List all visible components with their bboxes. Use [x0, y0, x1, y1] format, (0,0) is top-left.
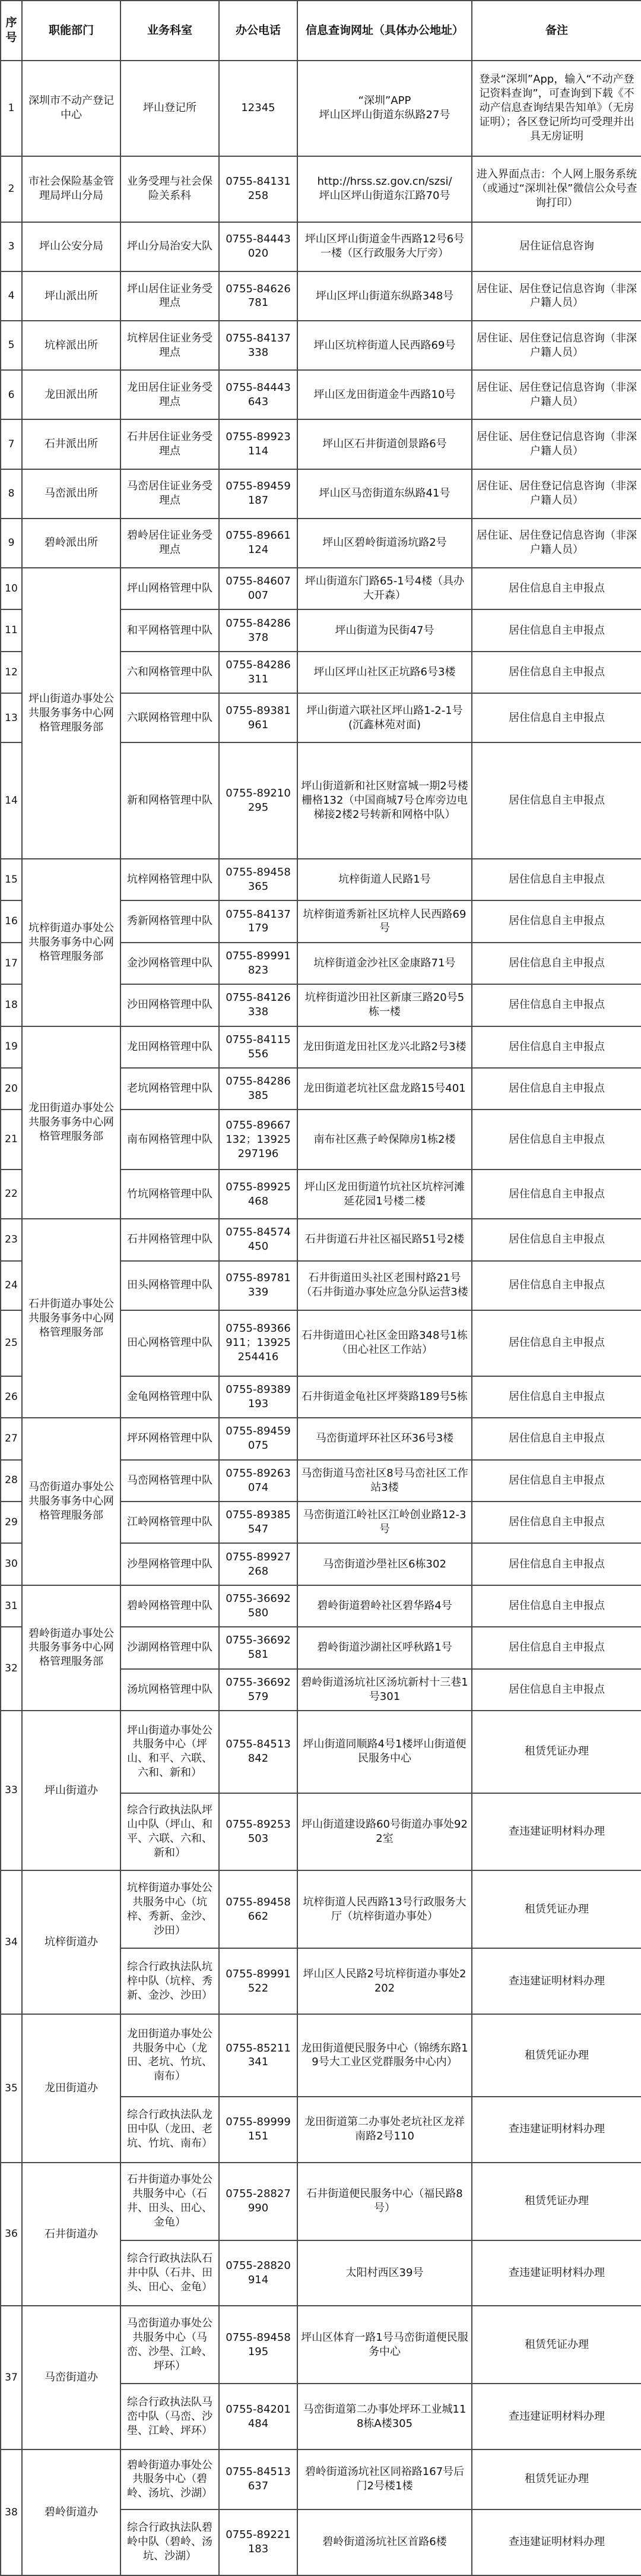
cell-note: 居住信息自主申报点 [472, 1460, 641, 1502]
cell-note: 居住信息自主申报点 [472, 742, 641, 858]
cell-phone: 0755-84626781 [219, 271, 297, 321]
cell-address: 碧岭街道汤坑社区首路6楼 [297, 2509, 472, 2575]
cell-office: 六和网格管理中队 [120, 652, 219, 693]
cell-address: 坪山街道六联社区坪山路1-2-1号(沉鑫林苑对面) [297, 693, 472, 742]
cell-seq: 24 [1, 1261, 22, 1310]
cell-phone: 0755-84607007 [219, 568, 297, 609]
cell-office: 综合行政执法队马峦中队（马峦、沙壆、江岭、坪环） [120, 2384, 219, 2449]
cell-seq: 13 [1, 693, 22, 742]
cell-phone: 0755-84137179 [219, 900, 297, 942]
cell-phone: 0755-89263074 [219, 1460, 297, 1502]
cell-address: 石井街道便民服务中心（福民路8号） [297, 2163, 472, 2240]
cell-note: 登录“深圳”App，输入“不动产登记资料查询”，可查询到下载《不动产信息查询结果告知单》（无房证明）；各区登记所均可受理并出具无房证明 [472, 61, 641, 156]
cell-office: 沙田网格管理中队 [120, 984, 219, 1026]
table-row [1, 469, 641, 519]
cell-note: 查违建证明材料办理 [472, 2384, 641, 2449]
cell-office: 坑梓网格管理中队 [120, 859, 219, 900]
cell-phone: 0755-89381961 [219, 693, 297, 742]
cell-seq: 34 [1, 1870, 22, 2014]
cell-note: 居住信息自主申报点 [472, 1543, 641, 1585]
cell-address: 坪山区坪山社区正坑路6号3楼 [297, 652, 472, 693]
cell-office: 坪环网格管理中队 [120, 1418, 219, 1459]
cell-address: 碧岭街道汤坑社区同裕路167号后门2号楼1楼 [297, 2449, 472, 2509]
cell-department: 马峦派出所 [22, 469, 120, 519]
cell-address: 石井街道石井社区福民路51号2楼 [297, 1219, 472, 1260]
cell-office: 坪山街道办事处公共服务中心（坪山、和平、六联、六和、新和） [120, 1711, 219, 1793]
cell-address: 石井街道田心社区金田路348号1栋（田心社区工作站） [297, 1310, 472, 1376]
cell-phone: 0755-89385547 [219, 1502, 297, 1543]
table-row [1, 1026, 641, 1068]
cell-note: 居住信息自主申报点 [472, 1585, 641, 1627]
cell-phone: 0755-89667132；13925297196 [219, 1110, 297, 1170]
cell-seq: 2 [1, 156, 22, 222]
cell-phone: 0755-89366911；13925254416 [219, 1310, 297, 1376]
cell-address: 坪山区碧岭街道汤坑路2号 [297, 519, 472, 568]
cell-seq: 6 [1, 370, 22, 419]
cell-note: 居住证、居住登记信息咨询（非深户籍人员） [472, 321, 641, 370]
cell-address: 碧岭街道汤坑社区汤坑新村十三巷1号301 [297, 1669, 472, 1711]
cell-note: 居住证、居住登记信息咨询（非深户籍人员） [472, 469, 641, 519]
cell-office: 竹坑网格管理中队 [120, 1170, 219, 1219]
cell-phone: 0755-89389193 [219, 1376, 297, 1418]
cell-department: 坑梓街道办 [22, 1870, 120, 2014]
cell-department: 深圳市不动产登记中心 [22, 61, 120, 156]
cell-office: 金沙网格管理中队 [120, 943, 219, 984]
cell-note: 进入界面点击：个人网上服务系统（或通过“深圳社保”微信公众号查询打印） [472, 156, 641, 222]
cell-phone: 0755-84574450 [219, 1219, 297, 1260]
header-phone: 办公电话 [219, 1, 297, 61]
cell-seq: 14 [1, 742, 22, 858]
cell-address: 坪山街道为民街47号 [297, 609, 472, 651]
cell-seq: 7 [1, 419, 22, 469]
table-row [1, 1219, 641, 1260]
cell-department: 市社会保险基金管理局坪山分局 [22, 156, 120, 222]
cell-address: 龙田街道老坑社区盘龙路15号401 [297, 1068, 472, 1110]
cell-phone: 0755-84513637 [219, 2449, 297, 2509]
cell-phone: 0755-89458365 [219, 859, 297, 900]
table-row [1, 370, 641, 419]
header-department: 职能部门 [22, 1, 120, 61]
cell-office: 石井网格管理中队 [120, 1219, 219, 1260]
cell-phone: 0755-89781339 [219, 1261, 297, 1310]
cell-office: 石井居住证业务受理点 [120, 419, 219, 469]
cell-seq: 36 [1, 2163, 22, 2306]
cell-note: 居住信息自主申报点 [472, 1110, 641, 1170]
cell-office: 坪山登记所 [120, 61, 219, 156]
cell-seq: 16 [1, 900, 22, 942]
cell-seq: 22 [1, 1170, 22, 1219]
cell-note: 居住信息自主申报点 [472, 652, 641, 693]
table-row [1, 1418, 641, 1459]
cell-address: 马峦街道第二办事处坪环工业城118栋A楼305 [297, 2384, 472, 2449]
cell-phone: 0755-89991522 [219, 1948, 297, 2014]
cell-office: 龙田街道办事处公共服务中心（龙田、老坑、竹坑、南布） [120, 2014, 219, 2097]
cell-office: 金龟网格管理中队 [120, 1376, 219, 1418]
cell-note: 居住信息自主申报点 [472, 693, 641, 742]
cell-seq: 27 [1, 1418, 22, 1459]
cell-office: 南布网格管理中队 [120, 1110, 219, 1170]
cell-seq: 15 [1, 859, 22, 900]
cell-address: 马峦街道坪环社区环36号3楼 [297, 1418, 472, 1459]
cell-phone: 0755-84137338 [219, 321, 297, 370]
table-row [1, 1870, 641, 1948]
cell-department: 坪山街道办事处公共服务事务中心网格管理服务部 [22, 568, 120, 859]
cell-office: 坑梓居住证业务受理点 [120, 321, 219, 370]
cell-seq: 18 [1, 984, 22, 1026]
cell-note: 居住证、居住登记信息咨询（非深户籍人员） [472, 370, 641, 419]
cell-phone: 0755-89458662 [219, 1870, 297, 1948]
cell-seq: 5 [1, 321, 22, 370]
cell-note: 居住信息自主申报点 [472, 859, 641, 900]
cell-phone: 0755-89999151 [219, 2097, 297, 2163]
cell-office: 龙田网格管理中队 [120, 1026, 219, 1068]
cell-note: 租赁凭证办理 [472, 2306, 641, 2384]
cell-seq: 37 [1, 2306, 22, 2449]
cell-phone: 0755-84286385 [219, 1068, 297, 1110]
cell-phone: 0755-28820914 [219, 2240, 297, 2306]
cell-phone: 0755-89458195 [219, 2306, 297, 2384]
cell-note: 居住信息自主申报点 [472, 1261, 641, 1310]
table-row [1, 2014, 641, 2097]
cell-phone: 0755-84443020 [219, 222, 297, 271]
cell-address: 龙田街道第二办事处老坑社区龙祥南路2号110 [297, 2097, 472, 2163]
cell-seq: 21 [1, 1110, 22, 1170]
cell-note: 居住信息自主申报点 [472, 1376, 641, 1418]
cell-office: 马峦居住证业务受理点 [120, 469, 219, 519]
cell-department: 龙田街道办事处公共服务事务中心网格管理服务部 [22, 1026, 120, 1219]
cell-phone: 0755-84126338 [219, 984, 297, 1026]
cell-seq: 26 [1, 1376, 22, 1418]
cell-seq: 30 [1, 1543, 22, 1585]
cell-department: 碧岭派出所 [22, 519, 120, 568]
cell-phone: 12345 [219, 61, 297, 156]
cell-address: 石井街道金龟社区坪葵路189号5栋 [297, 1376, 472, 1418]
header-row [1, 1, 641, 61]
cell-office: 六联网格管理中队 [120, 693, 219, 742]
table-row [1, 2449, 641, 2509]
cell-address: 碧岭街道碧岭社区碧华路4号 [297, 1585, 472, 1627]
cell-phone: 0755-28827990 [219, 2163, 297, 2240]
cell-note: 居住信息自主申报点 [472, 900, 641, 942]
cell-note: 租赁凭证办理 [472, 1711, 641, 1793]
cell-address: 马峦街道江岭社区江岭创业路12-3号 [297, 1502, 472, 1543]
cell-office: 坑梓街道办事处公共服务中心（坑梓、秀新、金沙、沙田） [120, 1870, 219, 1948]
cell-address: 坑梓街道秀新社区坑梓人民西路69号 [297, 900, 472, 942]
cell-phone: 0755-84115556 [219, 1026, 297, 1068]
cell-phone: 0755-36692581 [219, 1627, 297, 1668]
cell-office: 石井街道办事处公共服务中心（石井、田头、田心、金龟） [120, 2163, 219, 2240]
cell-address: http://hrss.sz.gov.cn/szsi/ 坪山区坪山街道东江路70号 [297, 156, 472, 222]
cell-note: 居住信息自主申报点 [472, 943, 641, 984]
table-row [1, 321, 641, 370]
cell-department: 坑梓街道办事处公共服务事务中心网格管理服务部 [22, 859, 120, 1026]
table-row [1, 222, 641, 271]
cell-address: 坪山街道新和社区财富城一期2号楼栅格132（中国商城7号仓库旁边电梯接2楼2号转新和网格中队） [297, 742, 472, 858]
cell-note: 居住证、居住登记信息咨询（非深户籍人员） [472, 271, 641, 321]
cell-seq: 19 [1, 1026, 22, 1068]
cell-address: 石井街道田头社区老围村路21号（石井街道办事处应急分队运营3楼 [297, 1261, 472, 1310]
cell-department: 坪山派出所 [22, 271, 120, 321]
table-row [1, 1585, 641, 1627]
cell-office: 综合行政执法队坪山中队（坪山、和平、六联、六和、新和） [120, 1793, 219, 1871]
cell-department: 马峦街道办 [22, 2306, 120, 2449]
cell-department: 龙田街道办 [22, 2014, 120, 2163]
cell-seq: 35 [1, 2014, 22, 2163]
cell-note: 居住信息自主申报点 [472, 1170, 641, 1219]
cell-note: 居住信息自主申报点 [472, 568, 641, 609]
cell-seq: 8 [1, 469, 22, 519]
cell-office: 汤坑网格管理中队 [120, 1669, 219, 1711]
cell-note: 居住信息自主申报点 [472, 1669, 641, 1711]
cell-office: 田头网格管理中队 [120, 1261, 219, 1310]
cell-seq: 4 [1, 271, 22, 321]
cell-seq: 20 [1, 1068, 22, 1110]
cell-seq: 32 [1, 1627, 22, 1711]
cell-department: 石井派出所 [22, 419, 120, 469]
cell-department: 碧岭街道办事处公共服务事务中心网格管理服务部 [22, 1585, 120, 1711]
cell-address: 坪山街道东门路65-1号4楼（具办大开森） [297, 568, 472, 609]
cell-address: 坪山区坑梓街道人民西路69号 [297, 321, 472, 370]
cell-seq: 28 [1, 1460, 22, 1502]
cell-office: 坪山网格管理中队 [120, 568, 219, 609]
cell-seq: 31 [1, 1585, 22, 1627]
cell-phone: 0755-84513842 [219, 1711, 297, 1793]
cell-seq: 17 [1, 943, 22, 984]
cell-note: 居住证信息咨询 [472, 222, 641, 271]
cell-office: 龙田居住证业务受理点 [120, 370, 219, 419]
cell-office: 坪山居住证业务受理点 [120, 271, 219, 321]
cell-address: 坑梓街道金沙社区金康路71号 [297, 943, 472, 984]
cell-office: 江岭网格管理中队 [120, 1502, 219, 1543]
cell-office: 老坑网格管理中队 [120, 1068, 219, 1110]
cell-phone: 0755-84201484 [219, 2384, 297, 2449]
cell-address: 坑梓街道沙田社区新康三路20号5栋一楼 [297, 984, 472, 1026]
table-row [1, 1711, 641, 1793]
cell-address: 坪山区石井街道创景路6号 [297, 419, 472, 469]
cell-note: 居住信息自主申报点 [472, 984, 641, 1026]
cell-note: 居住信息自主申报点 [472, 1502, 641, 1543]
cell-address: 坑梓街道人民路1号 [297, 859, 472, 900]
cell-phone: 0755-85211341 [219, 2014, 297, 2097]
cell-department: 马峦街道办事处公共服务事务中心网格管理服务部 [22, 1418, 120, 1585]
cell-phone: 0755-89459187 [219, 469, 297, 519]
cell-phone: 0755-84131258 [219, 156, 297, 222]
cell-note: 查违建证明材料办理 [472, 1793, 641, 1871]
cell-office: 田心网格管理中队 [120, 1310, 219, 1376]
cell-office: 马峦街道办事处公共服务中心（马峦、沙壆、江岭、坪环） [120, 2306, 219, 2384]
table-row [1, 271, 641, 321]
cell-address: 马峦街道马峦社区8号马峦社区工作站3楼 [297, 1460, 472, 1502]
cell-note: 查违建证明材料办理 [472, 2097, 641, 2163]
cell-phone: 0755-89221183 [219, 2509, 297, 2575]
table-row [1, 519, 641, 568]
cell-address: 龙田街道龙田社区龙兴北路2号3楼 [297, 1026, 472, 1068]
cell-phone: 0755-84286311 [219, 652, 297, 693]
cell-note: 居住信息自主申报点 [472, 1310, 641, 1376]
cell-address: 碧岭街道沙湖社区呼秋路1号 [297, 1627, 472, 1668]
cell-department: 坑梓派出所 [22, 321, 120, 370]
cell-phone: 0755-89991823 [219, 943, 297, 984]
cell-note: 居住信息自主申报点 [472, 1219, 641, 1260]
table-row [1, 419, 641, 469]
table-row [1, 2163, 641, 2240]
cell-note: 居住信息自主申报点 [472, 609, 641, 651]
cell-office: 碧岭居住证业务受理点 [120, 519, 219, 568]
cell-phone: 0755-36692580 [219, 1585, 297, 1627]
cell-note: 居住信息自主申报点 [472, 1026, 641, 1068]
cell-phone: 0755-84286378 [219, 609, 297, 651]
cell-office: 和平网格管理中队 [120, 609, 219, 651]
table-body [1, 1, 641, 2575]
cell-address: 马峦街道沙壆社区6栋302 [297, 1543, 472, 1585]
cell-note: 租赁凭证办理 [472, 2449, 641, 2509]
cell-seq: 11 [1, 609, 22, 651]
cell-phone: 0755-89927268 [219, 1543, 297, 1585]
cell-seq: 10 [1, 568, 22, 609]
cell-office: 业务受理与社会保险关系科 [120, 156, 219, 222]
cell-office: 综合行政执法队石井中队（石井、田头、田心、金龟） [120, 2240, 219, 2306]
cell-office: 综合行政执法队龙田中队（龙田、老坑、竹坑、南布） [120, 2097, 219, 2163]
cell-office: 综合行政执法队碧岭中队（碧岭、汤坑、沙湖） [120, 2509, 219, 2575]
header-seq: 序号 [1, 1, 22, 61]
cell-note: 查违建证明材料办理 [472, 2240, 641, 2306]
cell-office: 碧岭网格管理中队 [120, 1585, 219, 1627]
cell-phone: 0755-89459075 [219, 1418, 297, 1459]
cell-note: 租赁凭证办理 [472, 1870, 641, 1948]
cell-note: 居住证、居住登记信息咨询（非深户籍人员） [472, 419, 641, 469]
cell-seq: 23 [1, 1219, 22, 1260]
cell-address: 坪山区龙田街道金牛西路10号 [297, 370, 472, 419]
cell-address: 坪山区坪山街道金牛西路12号6号一楼（区行政服务大厅旁） [297, 222, 472, 271]
cell-seq: 29 [1, 1502, 22, 1543]
cell-office: 沙壆网格管理中队 [120, 1543, 219, 1585]
cell-office: 坪山分局治安大队 [120, 222, 219, 271]
cell-address: “深圳”APP 坪山区坪山街道东纵路27号 [297, 61, 472, 156]
cell-seq: 38 [1, 2449, 22, 2575]
cell-seq: 33 [1, 1711, 22, 1870]
cell-address: 坪山区人民路2号坑梓街道办事处2202 [297, 1948, 472, 2014]
cell-address: 坪山街道同顺路4号1楼坪山街道便民服务中心 [297, 1711, 472, 1793]
cell-note: 居住信息自主申报点 [472, 1418, 641, 1459]
cell-department: 石井街道办 [22, 2163, 120, 2306]
cell-seq: 25 [1, 1310, 22, 1376]
cell-office: 马峦网格管理中队 [120, 1460, 219, 1502]
cell-office: 综合行政执法队坑梓中队（坑梓、秀新、金沙、沙田） [120, 1948, 219, 2014]
cell-note: 居住信息自主申报点 [472, 1068, 641, 1110]
header-note: 备注 [472, 1, 641, 61]
table-row [1, 2306, 641, 2384]
cell-note: 查违建证明材料办理 [472, 1948, 641, 2014]
cell-seq: 1 [1, 61, 22, 156]
cell-phone: 0755-36692579 [219, 1669, 297, 1711]
cell-address: 坪山区坪山街道东纵路348号 [297, 271, 472, 321]
cell-address: 太阳村西区39号 [297, 2240, 472, 2306]
cell-address: 坪山区马峦街道东纵路41号 [297, 469, 472, 519]
table-row [1, 568, 641, 609]
cell-address: 南布社区燕子岭保障房1栋2楼 [297, 1110, 472, 1170]
cell-office: 沙湖网格管理中队 [120, 1627, 219, 1668]
cell-department: 坪山街道办 [22, 1711, 120, 1870]
header-office: 业务科室 [120, 1, 219, 61]
cell-office: 新和网格管理中队 [120, 742, 219, 858]
table-row [1, 156, 641, 222]
cell-office: 秀新网格管理中队 [120, 900, 219, 942]
cell-note: 居住信息自主申报点 [472, 1627, 641, 1668]
cell-note: 租赁凭证办理 [472, 2163, 641, 2240]
cell-phone: 0755-84443643 [219, 370, 297, 419]
cell-address: 坪山区龙田街道竹坑社区坑梓河滩延花园1号楼二楼 [297, 1170, 472, 1219]
cell-address: 坑梓街道人民西路13号行政服务大厅（坑梓街道办事处） [297, 1870, 472, 1948]
cell-office: 碧岭街道办事处公共服务中心（碧岭、汤坑、沙湖） [120, 2449, 219, 2509]
cell-seq: 3 [1, 222, 22, 271]
table-row [1, 859, 641, 900]
cell-phone: 0755-89661124 [219, 519, 297, 568]
cell-department: 石井街道办事处公共服务事务中心网格管理服务部 [22, 1219, 120, 1418]
table-row [1, 61, 641, 156]
cell-department: 碧岭街道办 [22, 2449, 120, 2575]
cell-department: 坪山公安分局 [22, 222, 120, 271]
cell-phone: 0755-89925468 [219, 1170, 297, 1219]
cell-address: 坪山街道建设路60号街道办事处922室 [297, 1793, 472, 1871]
header-address: 信息查询网址（具体办公地址） [297, 1, 472, 61]
cell-phone: 0755-89210295 [219, 742, 297, 858]
cell-address: 坪山区体育一路1号马峦街道便民服务中心 [297, 2306, 472, 2384]
cell-seq: 9 [1, 519, 22, 568]
cell-seq: 12 [1, 652, 22, 693]
cell-phone: 0755-89923114 [219, 419, 297, 469]
cell-address: 龙田街道便民服务中心（锦绣东路19号大工业区党群服务中心内） [297, 2014, 472, 2097]
cell-phone: 0755-89253503 [219, 1793, 297, 1871]
cell-note: 查违建证明材料办理 [472, 2509, 641, 2575]
cell-department: 龙田派出所 [22, 370, 120, 419]
cell-note: 租赁凭证办理 [472, 2014, 641, 2097]
cell-note: 居住证、居住登记信息咨询（非深户籍人员） [472, 519, 641, 568]
